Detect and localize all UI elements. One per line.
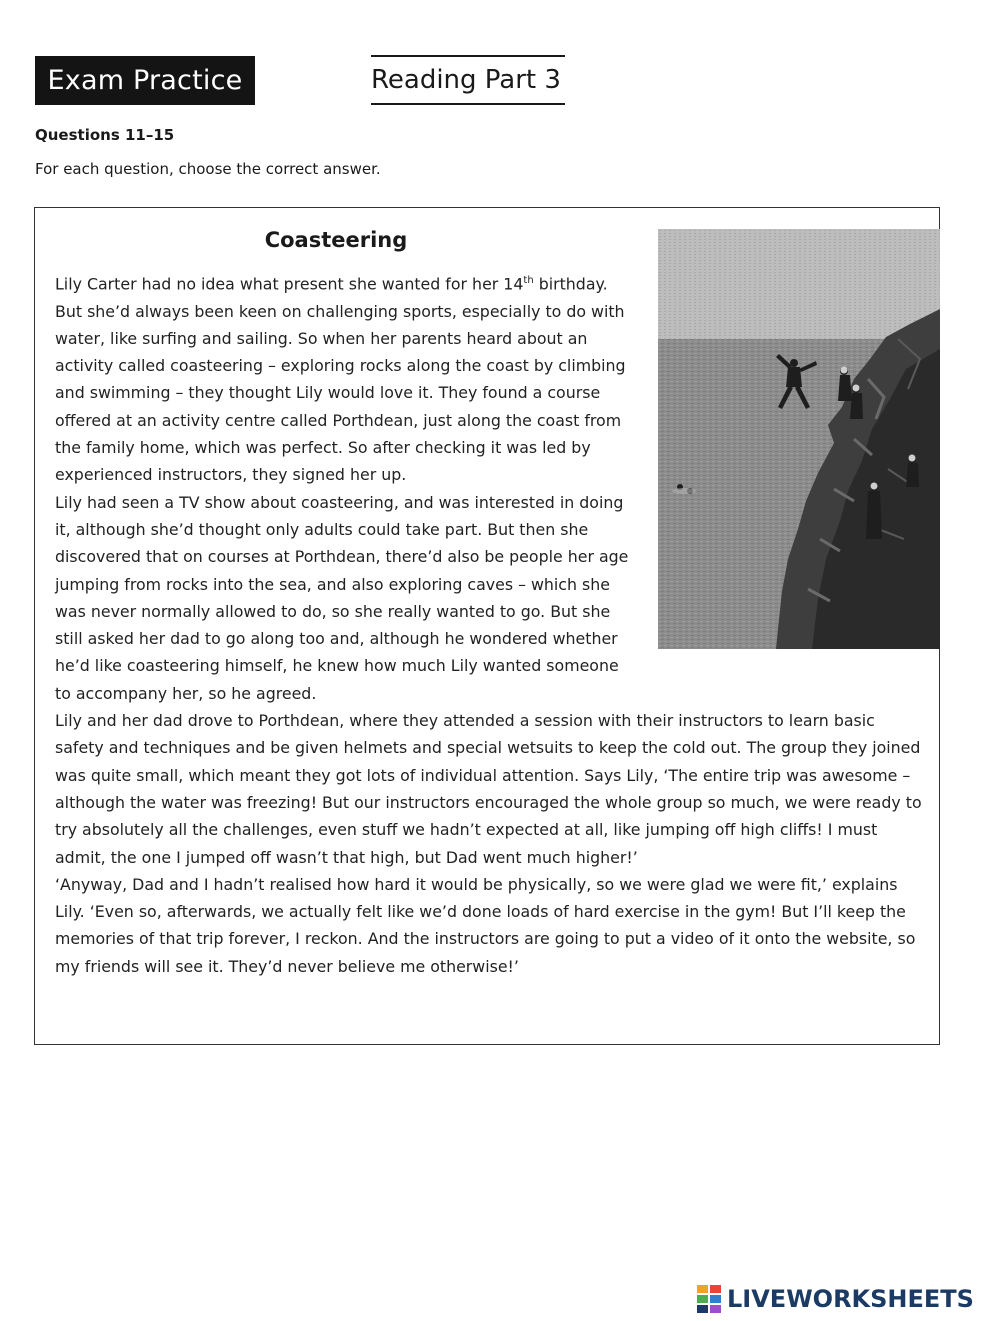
cliff-jumping-photo [658, 229, 940, 649]
instructions-text: For each question, choose the correct answer. [35, 160, 381, 178]
liveworksheets-logo-text: LIVEWORKSHEETS [727, 1285, 974, 1313]
article-paragraph: ‘Anyway, Dad and I hadn’t realised how hard it would be physically, so we were glad we were fit,’ explains Lily. ‘Even so, afterwards, we actually felt like we’d done loads of hard exercise in the gym! But I’ll keep the memories of that trip forever, I reckon. And the instructors are going to put a video of it onto the website, so my friends will see it. They’d never believe me otherwise!’ [55, 874, 916, 976]
article-paragraph: Lily and her dad drove to Porthdean, where they attended a session with their instructors to learn basic safety and techniques and be given helmets and special wetsuits to keep the cold out. The group they joined was quite small, which meant they got lots of individual attention. Says Lily, ‘The entire trip was awesome – although the water was freezing! But our instructors encouraged the whole group so much, we were ready to try absolutely all the challenges, even stuff we hadn’t expected at all, like jumping off high cliffs! I must admit, the one I jumped off wasn’t that high, but Dad went much higher!’ [55, 711, 922, 867]
reading-part-title: Reading Part 3 [371, 55, 565, 105]
article-body [55, 267, 925, 980]
liveworksheets-logo-icon [697, 1285, 721, 1313]
article-paragraph: Lily had seen a TV show about coasteering, and was interested in doing it, although she’d thought only adults could take part. But then she discovered that on courses at Porthdean, there’d also be people her age jumping from rocks into the sea, and also exploring caves – which she was never normally allowed to do, so she really wanted to go. But she still asked her dad to go along too and, although he wondered whether he’d like coasteering himself, he knew how much Lily wanted someone to accompany her, so he agreed. [55, 492, 629, 703]
article-title: Coasteering [264, 228, 408, 252]
liveworksheets-logo[interactable] [697, 1284, 974, 1314]
questions-heading: Questions 11–15 [35, 126, 175, 144]
article-paragraph: Lily Carter had no idea what present she wanted for her 14th birthday. But she’d always been keen on challenging sports, especially to do with water, like surfing and sailing. So when her parents heard about an activity called coasteering – exploring rocks along the coast by climbing and swimming – they thought Lily would love it. They found a course offered at an activity centre called Porthdean, just along the coast from the family home, which was perfect. So after checking it was led by experienced instructors, they signed her up. [55, 274, 626, 485]
exam-practice-badge: Exam Practice [35, 56, 255, 105]
